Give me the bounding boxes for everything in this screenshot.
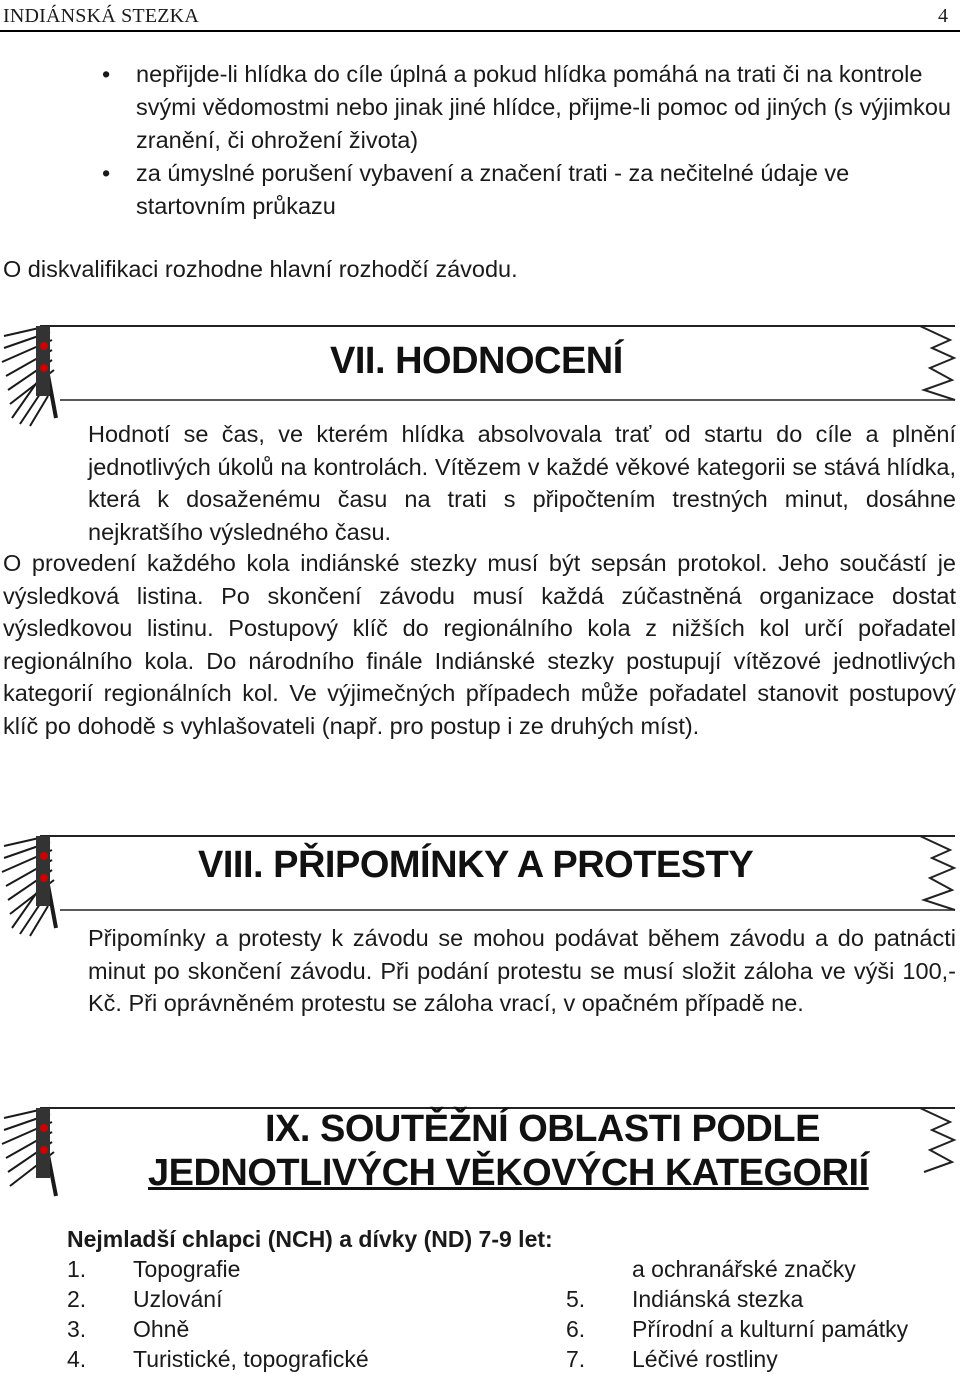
item-number: 4. <box>67 1346 87 1372</box>
bullet-text: za úmyslné porušení vybavení a značení trati - za nečitelné údaje ve startovním průkazu <box>136 160 850 219</box>
section-banner-vii <box>0 318 960 428</box>
bullet-icon: • <box>102 160 111 186</box>
section7-paragraph-2: O provedení každého kola indiánské stezky musí být sepsán protokol. Jeho součástí je výsledková listina. Po skončení závodu musí každá zúčastněná organizace dostat výsledkovou listinu. Postupový klíč do regionálního kola z nižších kol určí pořadatel regionálního kola. Do národního finále Indiánské stezky postupují vítězové jednotlivých kategorií regionálních kol. Ve výjimečných případech může pořadatel stanovit postupový klíč po dohodě s vyhlašovateli (např. pro postup i ze druhých míst). <box>3 550 956 739</box>
list-item <box>566 1314 908 1344</box>
list-item <box>566 1284 803 1314</box>
item-label: Turistické, topografické <box>133 1346 369 1372</box>
section-heading: VII. HODNOCENÍ <box>330 340 623 382</box>
section-heading-line2: JEDNOTLIVÝCH VĚKOVÝCH KATEGORIÍ <box>148 1152 869 1194</box>
list-item <box>67 1254 240 1284</box>
category-title: Nejmladší chlapci (NCH) a dívky (ND) 7-9 let: <box>67 1226 553 1252</box>
list-item <box>566 1344 778 1374</box>
item-number: 3. <box>67 1316 87 1342</box>
list-item <box>67 1314 189 1344</box>
item-label: Indiánská stezka <box>632 1286 804 1312</box>
page-number: 4 <box>938 5 948 27</box>
item-label: Uzlování <box>133 1286 223 1312</box>
item-number: 1. <box>67 1256 87 1282</box>
item-number: 6. <box>566 1316 586 1342</box>
section8-paragraph: Připomínky a protesty k závodu se mohou podávat během závodu a do patnácti minut po skončení závodu. Při podání protestu se musí složit záloha ve výši 100,- Kč. Při oprávněném protestu se záloha vrací, v opačném případě ne. <box>88 925 956 1016</box>
item-label: Přírodní a kulturní památky <box>632 1316 909 1342</box>
header-rule <box>0 30 960 32</box>
item-number: 7. <box>566 1346 586 1372</box>
item-number: 5. <box>566 1286 586 1312</box>
bullet-item <box>100 157 960 223</box>
item-number: 2. <box>67 1286 87 1312</box>
bullet-icon: • <box>102 61 111 87</box>
bullet-item <box>100 58 960 157</box>
list-item <box>67 1344 369 1374</box>
disqualification-note: O diskvalifikaci rozhodne hlavní rozhodčí závodu. <box>3 256 518 282</box>
section-heading: VIII. PŘIPOMÍNKY A PROTESTY <box>198 844 754 886</box>
document-title: INDIÁNSKÁ STEZKA <box>3 5 199 27</box>
disqualification-bullets <box>100 58 960 223</box>
section-heading-line1: IX. SOUTĚŽNÍ OBLASTI PODLE <box>265 1108 820 1150</box>
list-item <box>67 1284 222 1314</box>
bullet-text: nepřijde-li hlídka do cíle úplná a pokud hlídka pomáhá na trati či na kontrole svými vědomostmi nebo jinak jiné hlídce, přijme-li pomoc od jiných (s výjimkou zranění, či ohrožení života) <box>136 61 951 153</box>
section7-paragraph-1: Hodnotí se čas, ve kterém hlídka absolvovala trať od startu do cíle a plnění jednotlivých úkolů na kontrolách. Vítězem v každé věkové kategorii se stává hlídka, která k dosaženému času na trati s připočtením trestných minut, dosáhne nejkratšího výsledného času. <box>88 421 956 545</box>
section-banner-ix <box>0 1100 960 1200</box>
item-label: Topografie <box>133 1256 241 1282</box>
list-item-continuation: a ochranářské značky <box>632 1256 856 1282</box>
item-label: Léčivé rostliny <box>632 1346 778 1372</box>
page-header <box>0 0 960 34</box>
item-label: Ohně <box>133 1316 190 1342</box>
